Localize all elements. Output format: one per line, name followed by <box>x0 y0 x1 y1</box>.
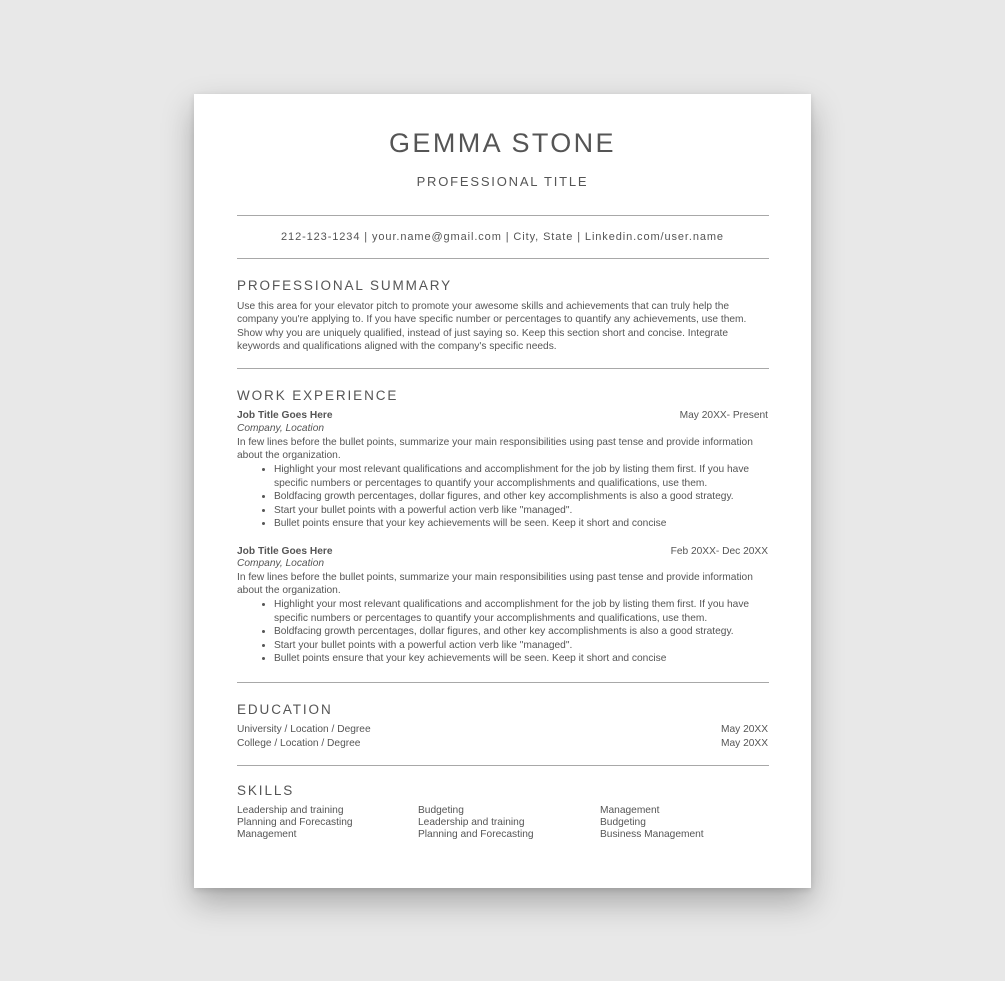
job-bullet: • Bullet points ensure that your key achievements will be seen. Keep it short and concise <box>274 517 768 531</box>
skill-item: Leadership and training <box>418 816 525 828</box>
candidate-name: GEMMA STONE <box>389 128 616 158</box>
job-title: Job Title Goes Here <box>237 410 333 421</box>
skill-item: Planning and Forecasting <box>418 828 534 840</box>
education-date: May 20XX <box>721 738 768 749</box>
job-bullets <box>237 598 768 666</box>
skill-item: Leadership and training <box>237 805 344 816</box>
job-intro <box>237 436 768 463</box>
summary-line: Use this area for your elevator pitch to promote your awesome skills and achievements that can truly help the <box>237 301 730 312</box>
resume-page <box>194 94 811 888</box>
job-bullet: • Bullet points ensure that your key achievements will be seen. Keep it short and concise <box>274 652 768 666</box>
summary-line: company you're applying to. If you have specific number or percentages to quantify any achievements, use them. <box>237 314 747 326</box>
contact-line: 212-123-1234 | your.name@gmail.com | City, State | Linkedin.com/user.name <box>281 231 724 243</box>
job-header <box>237 545 768 558</box>
skills-heading: SKILLS <box>237 783 295 798</box>
divider <box>237 215 769 216</box>
skill-item: Management <box>600 805 660 816</box>
summary-text <box>237 300 768 354</box>
education-item <box>237 737 768 751</box>
education-heading: EDUCATION <box>237 702 333 717</box>
job-bullets <box>237 463 768 531</box>
skills-column <box>418 805 534 840</box>
job-intro-line: In few lines before the bullet points, summarize your main responsibilities using past tense and provide information <box>237 572 753 583</box>
job-intro-line: about the organization. <box>237 585 341 597</box>
skill-item: Management <box>237 828 297 840</box>
job-company: Company, Location <box>237 423 325 434</box>
skill-item: Budgeting <box>600 816 646 828</box>
job-header <box>237 409 768 422</box>
job-bullet: • Highlight your most relevant qualifications and accomplishment for the job by listing them first. If you have specific numbers or percentages to quantify your accomplishments and qualifications, use them. <box>274 598 768 625</box>
job-bullet: • Start your bullet points with a powerful action verb like "managed". <box>274 504 768 518</box>
skills-column <box>600 805 704 840</box>
education-school: University / Location / Degree <box>237 724 371 735</box>
skill-item: Budgeting <box>418 805 464 816</box>
divider <box>237 258 769 259</box>
divider <box>237 682 769 683</box>
job-title: Job Title Goes Here <box>237 546 333 557</box>
summary-line: keywords and qualifications aligned with the company's specific needs. <box>237 341 557 353</box>
divider <box>237 368 769 369</box>
job-bullet: • Boldfacing growth percentages, dollar figures, and other key accomplishments is also a good strategy. <box>274 490 768 504</box>
job-date: Feb 20XX- Dec 20XX <box>670 546 768 557</box>
job-intro <box>237 571 768 598</box>
education-item <box>237 723 768 737</box>
summary-line: Show why you are uniquely qualified, instead of just saying so. Keep this section short and concise. Integrate <box>237 327 728 339</box>
job-bullet: • Highlight your most relevant qualifications and accomplishment for the job by listing them first. If you have specific numbers or percentages to quantify your accomplishments and qualifications, use them. <box>274 463 768 490</box>
education-date: May 20XX <box>721 724 768 735</box>
education-school: College / Location / Degree <box>237 738 361 749</box>
job-company: Company, Location <box>237 558 325 569</box>
experience-heading: WORK EXPERIENCE <box>237 388 399 403</box>
professional-title: PROFESSIONAL TITLE <box>416 174 589 189</box>
job-bullet: • Start your bullet points with a powerful action verb like "managed". <box>274 639 768 653</box>
job-bullet: • Boldfacing growth percentages, dollar figures, and other key accomplishments is also a good strategy. <box>274 625 768 639</box>
divider <box>237 765 769 766</box>
job-date: May 20XX- Present <box>679 410 768 421</box>
job-intro-line: In few lines before the bullet points, summarize your main responsibilities using past tense and provide information <box>237 437 753 448</box>
skill-item: Planning and Forecasting <box>237 816 353 828</box>
summary-heading: PROFESSIONAL SUMMARY <box>237 278 453 293</box>
skill-item: Business Management <box>600 828 704 840</box>
job-intro-line: about the organization. <box>237 450 341 462</box>
skills-column <box>237 805 353 840</box>
